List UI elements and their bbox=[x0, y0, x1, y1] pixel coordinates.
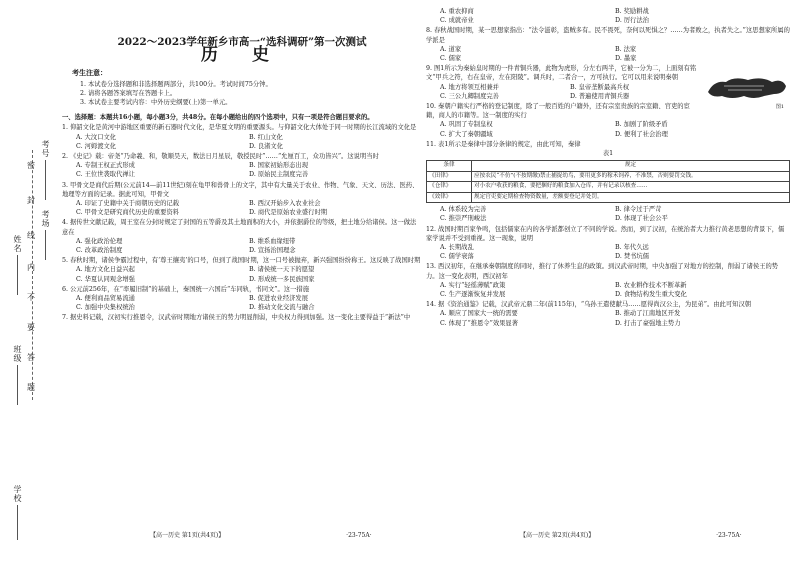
option: A. 大汶口文化 bbox=[76, 133, 117, 141]
option: B. 法家 bbox=[615, 45, 637, 53]
seal-char: 封 bbox=[27, 196, 35, 205]
option: C. 河姆渡文化 bbox=[76, 142, 117, 150]
option: D. 便利了社会治理 bbox=[615, 130, 668, 138]
question-stem: 13. 西汉初年，在继承秦朝制度的同时，推行了休养生息的政策。到汉武帝时期，中央加强了对地方的控制，削弱了诸侯王的势力。这一变化表明，西汉初年 bbox=[426, 263, 779, 280]
option: A. 巩固了专制皇权 bbox=[440, 121, 493, 129]
question-stem: 1. 仰韶文化是黄河中游地区重要的新石器时代文化，是华夏文明的重要源头。与仰韶文化大体处于同一时期的长江流域的文化是 bbox=[62, 124, 417, 132]
option: A. 强化政治伦理 bbox=[76, 237, 123, 245]
table-cell: 规定官吏要定期检查物资数量，差额要登记并处罚。 bbox=[472, 192, 790, 203]
subject-title: 历 史 bbox=[201, 45, 283, 66]
option: D. 原始民主制度完善 bbox=[249, 171, 309, 179]
option: B. 律令过于严苛 bbox=[615, 206, 662, 214]
option: C. 生产逐渐恢复并发展 bbox=[440, 291, 506, 299]
seal-char: 内 bbox=[27, 263, 35, 272]
option: B. 皇帝垄断最高兵权 bbox=[570, 83, 630, 91]
table-row bbox=[427, 192, 790, 203]
option: C. 体现了“推恩令”效果显著 bbox=[440, 319, 519, 327]
name-line bbox=[17, 255, 18, 295]
options bbox=[426, 243, 790, 261]
exam-room-label: 考场 bbox=[41, 210, 50, 228]
seal-char: 要 bbox=[27, 323, 35, 332]
question-stem: 8. 春秋战国时期，某一思想家指出：“法令滋彰，盗贼多有。民不畏死，奈何以死惧之？……为者败之，执者失之。”这思想家所属的学派是 bbox=[426, 27, 790, 44]
table-cell: 《仓律》 bbox=[427, 182, 472, 193]
option: C. 王位世袭取代禅让 bbox=[76, 171, 135, 179]
option: B. 奖励耕战 bbox=[615, 8, 649, 15]
school-line bbox=[17, 505, 18, 540]
question bbox=[62, 152, 422, 180]
seal-char: 不 bbox=[27, 293, 35, 302]
option: A. 重农抑商 bbox=[440, 8, 474, 15]
option: A. 长期战乱 bbox=[440, 244, 474, 252]
options bbox=[62, 133, 422, 151]
question-stem: 11. 表1所示是秦律中部分条律的规定，由此可知，秦律 bbox=[426, 140, 581, 148]
options bbox=[426, 120, 790, 138]
option: D. 普遍使用青铜兵器 bbox=[570, 92, 630, 100]
question bbox=[426, 102, 790, 139]
option: D. 食物结构发生重大变化 bbox=[615, 291, 687, 299]
notice-item: 2. 请将各题答案填写在答题卡上。 bbox=[80, 89, 177, 97]
option: C. 改革政治制度 bbox=[76, 247, 123, 255]
notice-item: 3. 本试卷主要考试内容：中外历史纲要(上)第一单元。 bbox=[80, 99, 232, 107]
seal-char: 答 bbox=[27, 353, 35, 362]
option: B. 年代久远 bbox=[615, 244, 649, 252]
exam-number-label: 考号 bbox=[41, 140, 50, 158]
notice-item: 1. 本试卷分选择题和非选择题两部分，共100分。考试时间75分钟。 bbox=[80, 80, 272, 88]
options bbox=[62, 294, 422, 312]
figure-caption: 图1 bbox=[775, 104, 784, 111]
question-stem: 9. 图1所示为秦始皇时期的一件青铜兵器，此物为虎形，分左右两半，它被一分为二，上面刻有铭文“甲兵之符，右在皇帝，左在阳陵”。调兵时，二者合一，方可执行。它可以用来说明秦朝 bbox=[426, 65, 697, 82]
table-header: 规定 bbox=[472, 161, 790, 172]
option: B. 红山文化 bbox=[249, 133, 283, 141]
tiger-tally-figure bbox=[704, 66, 790, 111]
question bbox=[426, 64, 790, 111]
question bbox=[426, 225, 790, 262]
page-label: 【高一历史 第1页(共4页)】 bbox=[150, 532, 225, 539]
options bbox=[62, 237, 422, 255]
option: D. 宣扬治国理念 bbox=[249, 247, 296, 255]
question bbox=[62, 313, 422, 322]
question-stem: 14. 据《资治通鉴》记载，汉武帝元鼎二年(前115年)，“乌孙王遣使献马……愿得尚汉公主，为昆弟”。由此可知汉朝 bbox=[426, 301, 752, 309]
option: D. 体现了社会公平 bbox=[615, 215, 668, 223]
options bbox=[62, 161, 422, 179]
question bbox=[426, 26, 790, 63]
left-question-list bbox=[62, 123, 422, 322]
option: A. 专制王权正式形成 bbox=[76, 162, 135, 170]
table-cell: 《田律》 bbox=[427, 171, 472, 182]
question-stem: 10. 秦朝户籍实行严格的登记制度，除了一般百姓的户籍外，还有宗室贵族的宗室籍、官吏的宦籍，商人的市籍等。这一制度的实行 bbox=[426, 103, 690, 120]
question-stem: 6. 公元前256年，在“率履旧制”的基础上，秦国统一六国后“车同轨，书同文”。这一措施 bbox=[62, 285, 309, 293]
option: D. 形成统一多民族国家 bbox=[249, 275, 315, 283]
option: D. 厉行法治 bbox=[615, 17, 650, 25]
table-cell: 《效律》 bbox=[427, 192, 472, 203]
option: A. 道家 bbox=[440, 45, 462, 53]
option: D. 推动文化交流与融合 bbox=[249, 304, 315, 312]
options bbox=[426, 205, 790, 223]
exam-room-line bbox=[45, 230, 46, 260]
option: C. 推崇严刑峻法 bbox=[440, 215, 487, 223]
options bbox=[426, 83, 700, 101]
option: C. 扩大了秦朝疆域 bbox=[440, 130, 493, 138]
paper-code: ·23-75A· bbox=[346, 532, 372, 539]
option: B. 农业耕作技术不断革新 bbox=[615, 281, 687, 289]
section-heading: 一、选择题：本题共16小题，每小题3分，共48分。在每小题给出的四个选项中，只有一项是符合题目要求的。 bbox=[62, 114, 374, 122]
table-cell: 应按农民“不仿”(不按期缴)禁止捕捉幼鸟，要用更多的稼禾饲养，不准禁，否则要罚交钱。 bbox=[472, 171, 790, 182]
question bbox=[62, 285, 422, 313]
option: D. 焚书坑儒 bbox=[615, 253, 650, 261]
option: C. 加强中央集权统治 bbox=[76, 304, 135, 312]
question bbox=[426, 262, 790, 299]
option: B. 加剧了阶级矛盾 bbox=[615, 121, 668, 129]
binding-margin bbox=[0, 0, 60, 561]
question-stem: 4. 据传世文献记载，周王室在分封时规定了封国的五等爵及其土地面积的大小，并依据爵位的等级，把土地分给诸侯。这一做法意在 bbox=[62, 219, 417, 236]
question-stem: 2. 《史记》载：帝尧“乃命羲、和，敬顺昊天，数法日月星辰，敬授民时”……“允厘百工，众功皆兴”。这说明当时 bbox=[62, 153, 379, 161]
option: B. 推动了江南地区开发 bbox=[615, 310, 681, 318]
class-line bbox=[17, 365, 18, 405]
option: C. 儒学衰落 bbox=[440, 253, 474, 261]
question bbox=[62, 218, 422, 255]
class-label: 班级 bbox=[13, 345, 22, 363]
question-stem: 3. 甲骨文是商代后期(公元前14—前11世纪)刻在龟甲和兽骨上的文字，其中有大量关于农业、作物、气象、天文、历法、医药、地理等方面的记录。据此可知，甲骨文 bbox=[62, 181, 419, 198]
right-footer bbox=[520, 530, 742, 539]
options bbox=[426, 309, 790, 327]
question-stem: 7. 据史料记载，汉初实行推恩令，汉武帝时期地方诸侯王的势力明显削弱，中央权力得到加强。这一变化主要得益于“新法”中 bbox=[62, 314, 411, 322]
seal-char: 密 bbox=[27, 161, 35, 170]
option: B. 国家初始形态出现 bbox=[249, 162, 309, 170]
option: D. 打击了豪强地主势力 bbox=[615, 319, 681, 327]
seal-char: 题 bbox=[27, 383, 35, 392]
option: D. 良渚文化 bbox=[249, 142, 284, 150]
left-page bbox=[62, 0, 422, 561]
name-label: 姓名 bbox=[13, 235, 22, 253]
paper-code: ·23-75A· bbox=[716, 532, 742, 539]
option: B. 维系血缘纽带 bbox=[249, 237, 296, 245]
option: D. 商代是原始农业盛行时期 bbox=[249, 209, 328, 217]
seal-char: 线 bbox=[27, 231, 35, 240]
table-cell: 对小农户收获的粮食，要把捆好的粮食加入仓库，并有记录以核查…… bbox=[472, 182, 790, 193]
options bbox=[426, 281, 790, 299]
options bbox=[426, 7, 790, 25]
option: B. 促进农业经济发展 bbox=[249, 295, 309, 303]
option: A. 体系较为完善 bbox=[440, 206, 487, 214]
notice-heading: 考生注意： bbox=[72, 68, 107, 78]
question bbox=[426, 7, 790, 25]
question bbox=[62, 256, 422, 284]
table-header: 条律 bbox=[427, 161, 472, 172]
option: B. 西汉开始步入农业社会 bbox=[249, 200, 321, 208]
option: C. 三公九卿制度完善 bbox=[440, 92, 499, 100]
page-label: 【高一历史 第2页(共4页)】 bbox=[520, 532, 595, 539]
table-row bbox=[427, 182, 790, 193]
school-label: 学校 bbox=[13, 485, 22, 503]
option: A. 实行“轻徭薄赋”政策 bbox=[440, 281, 506, 289]
question-stem: 12. 战国时期百家争鸣，包括儒家在内的各学派都创立了不同的学说。然而，到了汉初，在统治者大力推行黄老思想的背景下，儒家学说并不受到重视。这一现象，说明 bbox=[426, 225, 785, 242]
options bbox=[62, 199, 422, 217]
option: A. 地方文化日益兴起 bbox=[76, 266, 135, 274]
option: C. 华夏认同观念增强 bbox=[76, 275, 135, 283]
option: A. 顺应了国家大一统的需要 bbox=[440, 310, 518, 318]
option: B. 诸侯统一天下的愿望 bbox=[249, 266, 315, 274]
option: A. 地方将领互相兼并 bbox=[440, 83, 499, 91]
question bbox=[62, 123, 422, 151]
option: C. 成就帝业 bbox=[440, 17, 474, 25]
exam-title: 2022～2023学年新乡市高一“选科调研”第一次测试 bbox=[117, 36, 367, 48]
options bbox=[62, 265, 422, 283]
question bbox=[62, 181, 422, 218]
question bbox=[426, 140, 790, 224]
options bbox=[426, 45, 790, 63]
option: A. 印证了史籍中关于商朝历史的记载 bbox=[76, 200, 180, 208]
right-question-list bbox=[426, 7, 790, 328]
option: D. 墨家 bbox=[615, 55, 637, 63]
law-table bbox=[426, 160, 790, 203]
question bbox=[426, 300, 790, 328]
option: C. 儒家 bbox=[440, 55, 462, 63]
question-stem: 5. 春秋时期，诸侯争霸过程中，有‘尊王攘夷’的口号，但到了战国时期，这一口号被抛弃，新兴强国纷纷称王。这反映了战国时期 bbox=[62, 257, 421, 265]
option: A. 便利商品贸易流通 bbox=[76, 295, 135, 303]
exam-number-line bbox=[45, 160, 46, 200]
table-row bbox=[427, 171, 790, 182]
left-footer bbox=[150, 530, 372, 539]
table-caption: 表1 bbox=[602, 150, 614, 158]
option: C. 甲骨文是研究商代历史的重要资料 bbox=[76, 209, 180, 217]
right-page bbox=[426, 0, 790, 567]
